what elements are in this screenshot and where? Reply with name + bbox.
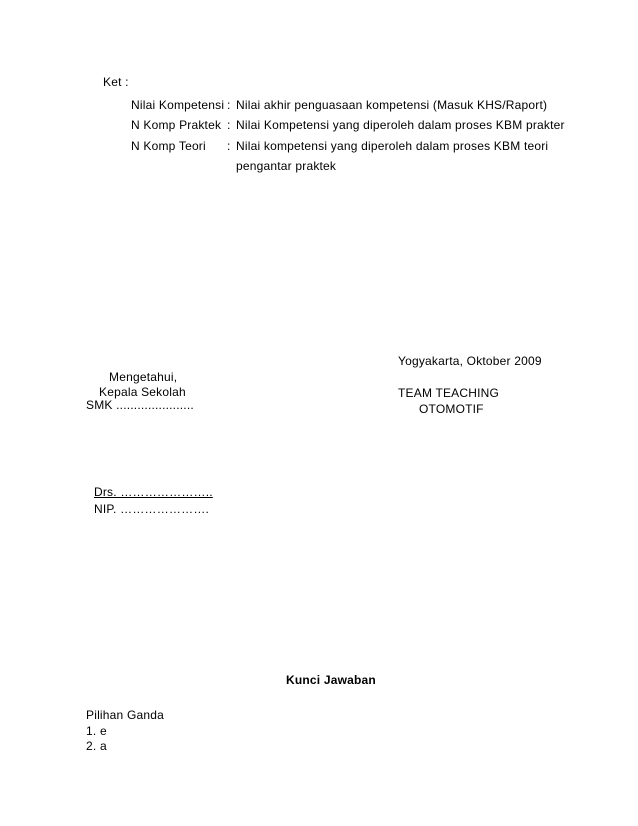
ket-sep: :: [227, 98, 231, 112]
left-sign-nip: NIP. ………………….: [94, 502, 210, 516]
ket-term-n-komp-teori: N Komp Teori: [131, 139, 206, 153]
left-sign-name: Drs. …………………..: [94, 485, 213, 499]
ket-desc-n-komp-teori-cont: pengantar praktek: [236, 159, 337, 173]
answer-item: 1. e: [86, 724, 107, 738]
answer-key-title: Kunci Jawaban: [286, 673, 376, 687]
right-sign-team: TEAM TEACHING: [398, 386, 500, 400]
left-sign-position: Kepala Sekolah: [99, 385, 186, 399]
place-date: Yogyakarta, Oktober 2009: [398, 354, 542, 368]
ket-label: Ket :: [103, 75, 129, 89]
left-sign-school: SMK ......................: [86, 398, 194, 412]
answer-section-title: Pilihan Ganda: [86, 708, 164, 722]
left-sign-mengetahui: Mengetahui,: [109, 370, 178, 384]
ket-desc-n-komp-teori: Nilai kompetensi yang diperoleh dalam proses KBM teori: [236, 139, 549, 153]
ket-term-n-komp-praktek: N Komp Praktek: [131, 118, 222, 132]
ket-sep: :: [227, 139, 231, 153]
ket-term-nilai-kompetensi: Nilai Kompetensi: [131, 98, 225, 112]
ket-desc-nilai-kompetensi: Nilai akhir penguasaan kompetensi (Masuk KHS/Raport): [236, 98, 548, 112]
answer-item: 2. a: [86, 739, 107, 753]
ket-desc-n-komp-praktek: Nilai Kompetensi yang diperoleh dalam proses KBM prakter: [236, 118, 565, 132]
ket-sep: :: [227, 118, 231, 132]
right-sign-dept: OTOMOTIF: [419, 402, 484, 416]
